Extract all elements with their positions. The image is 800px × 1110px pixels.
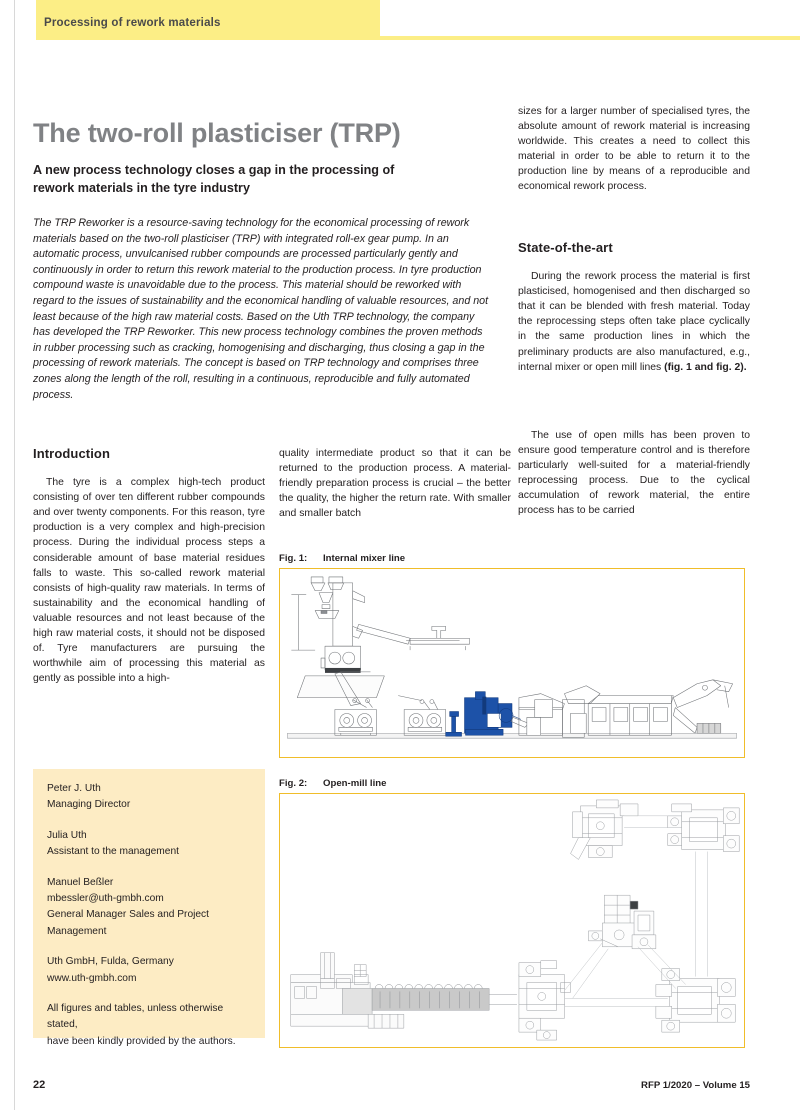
author-info-box [33,769,265,1047]
heading-state-of-the-art: State-of-the-art [518,240,613,255]
figure-1-caption-text: Internal mixer line [323,553,406,564]
footer-issue-label: RFP 1/2020 – Volume 15 [641,1080,750,1091]
author-group [47,875,251,941]
author-name: Manuel Beßler [47,876,114,888]
author-email[interactable]: mbessler@uth-gmbh.com [47,893,164,905]
state-of-the-art-paragraph-1 [518,269,750,375]
state-of-the-art-paragraph-1-text: During the rework process the material is first plasticised, homogenised and then discharged so that it can be blended with fresh material. Today the reprocessing steps often take place cyclically in the same production lines in which the preliminary products are also manufactured, e.g., internal mixer or open mill lines [518,271,750,373]
figures-credit-line-1: All figures and tables, unless otherwise stated, [47,1003,224,1031]
article-abstract: The TRP Reworker is a resource-saving technology for the economical processing of rework materials based on the two-roll plasticiser (TRP) with integrated roll-ex gear pump. In an automatic process, unvulcanised rubber compounds are processed particularly gently and continuously in order to return this rework material to the production process. In tyre production compound waste is unavoidable due to the process. This material should be reworked with regard to the issues of sustainability and the economical handling of valuable resources, and not least because of the high raw material costs. Based on the Uth TRP technology, the company has developed the TRP Reworker. This new process technology combines the proven methods in rubber processing such as cracking, homogenising and discharging, thus closing a gap in the processing of rework materials. The concept is based on TRP technology and comprises three zones along the length of the roll, resulting in a continuous, reproducible and fully automated process. [33,217,489,401]
author-role: Managing Director [47,799,131,811]
page-edge-rule [14,0,15,1110]
intro-paragraph-col2: quality intermediate product so that it can be returned to the production process. A material-friendly preparation process is crucial – the better the quality, the higher the return rate. With smaller and smaller batch [279,448,511,520]
page-title: The two-roll plasticiser (TRP) [33,118,401,149]
figure-1-label: Fig. 1: [279,553,308,564]
author-group [47,828,251,861]
figure-2-caption-text: Open-mill line [323,778,387,789]
section-open-mills [518,428,750,519]
author-name: Julia Uth [47,829,87,841]
figures-credit-group [47,1001,251,1050]
running-head-text: Processing of rework materials [44,17,221,29]
figure-1-caption [279,553,405,564]
company-website[interactable]: www.uth-gmbh.com [47,972,137,984]
footer-page-number: 22 [33,1079,46,1091]
column-left [33,446,265,686]
company-address: Uth GmbH, Fulda, Germany [47,956,174,968]
author-role: Assistant to the management [47,846,179,858]
running-head-rule [36,36,800,40]
author-name: Peter J. Uth [47,783,101,794]
author-role: General Manager Sales and Project Management [47,909,209,937]
intro-paragraph-col1: The tyre is a complex high-tech product consisting of over ten different rubber compounds and over twenty components. For this reason, tyre production is a very complex and high-precision process. During the individual process steps a considerable amount of base material residues falls to waste. This so-called rework material consists of high-quality raw materials. In terms of sustainability and the economical handling of valuable resources and not least because of the high raw material costs, it should not be disposed of. Tyre manufacturers are pursuing the worthwhile aim of processing this material as gently as possible into a high- [33,477,265,685]
figure-1-frame [279,568,745,758]
column-middle [279,446,511,521]
figure-2-frame [279,793,745,1048]
column-right-top [518,104,750,195]
heading-introduction: Introduction [33,446,111,461]
figure-2-label: Fig. 2: [279,778,308,789]
figure-1-internal-mixer-line-drawing [280,569,744,757]
figures-credit-line-2: have been kindly provided by the authors. [47,1035,236,1047]
section-state-of-the-art [518,240,750,375]
figure-2-open-mill-line-drawing [280,794,744,1047]
author-group [47,781,251,814]
state-of-the-art-paragraph-2: The use of open mills has been proven to ensure good temperature control and is therefore particularly well-suited for a material-friendly reprocessing process. Due to the cyclical accumulation of rework material, the entire process has to be carried [518,430,750,517]
figure-cross-reference: (fig. 1 and fig. 2). [664,361,747,373]
intro-paragraph-col3: sizes for a larger number of specialised tyres, the absolute amount of rework material is increasing worldwide. This creates a need to collect this material in order to be able to return it to the production line by means of a reproducible and economical rework process. [518,106,750,193]
article-subtitle: A new process technology closes a gap in the processing of rework materials in the tyre industry [33,163,395,195]
figure-2-caption [279,778,386,789]
company-group [47,954,251,987]
